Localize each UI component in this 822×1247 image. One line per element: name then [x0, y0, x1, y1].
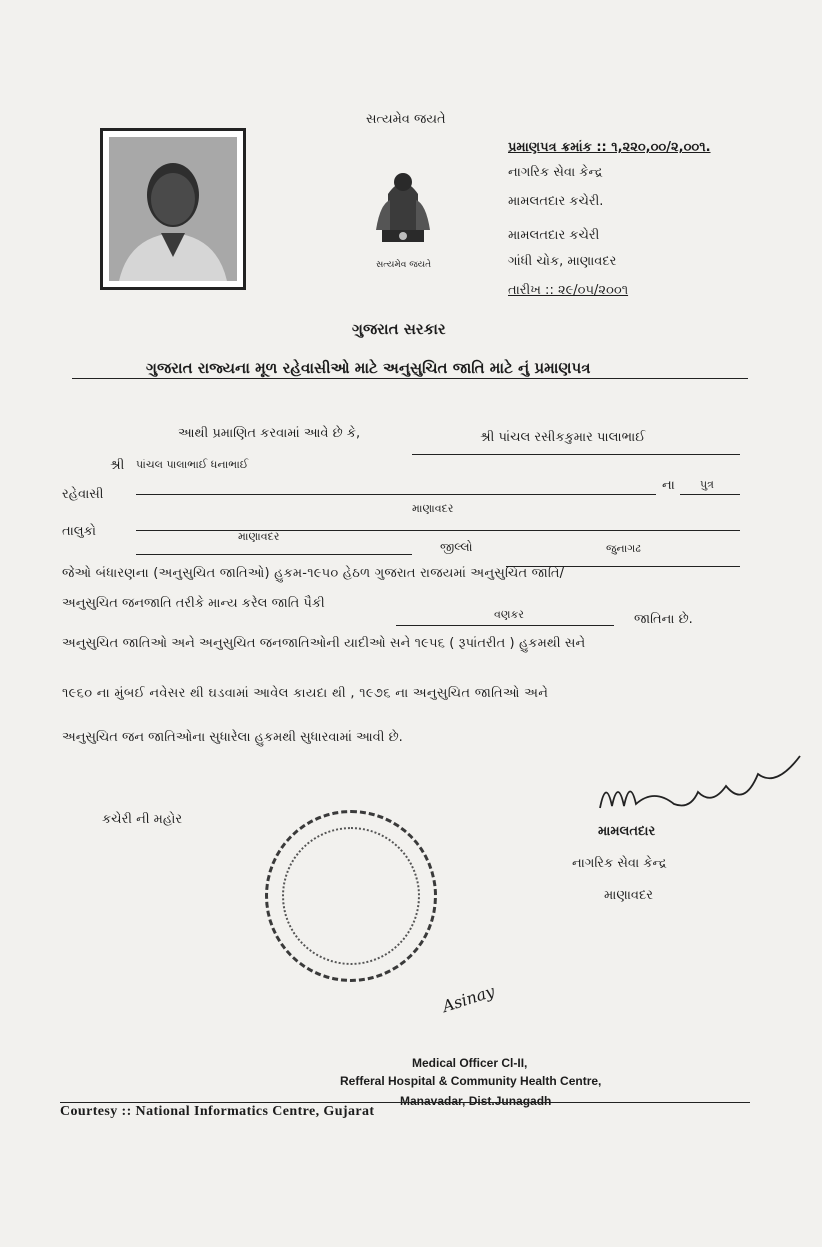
district-value: જુનાગઢ [606, 542, 641, 555]
paragraph-line-3: અનુસુચિત જાતિઓ અને અનુસુચિત જનજાતિઓની યાદીઓ સને ૧૯૫૬ ( રૂપાંતરીત ) હુકમથી સને [62, 636, 586, 651]
office-line-3: મામલતદાર કચેરી [508, 228, 600, 243]
office-line-2: મામલતદાર કચેરી. [508, 194, 604, 209]
paragraph-line-2a: અનુસુચિત જનજાતિ તરીકે માન્ય કરેલ જાતિ પૈકી [62, 596, 325, 611]
signatory-title-3: માણાવદર [604, 888, 653, 903]
motto: સત્યમેવ જયતે [366, 112, 446, 127]
emblem-caption: સત્યમેવ જયતે [376, 260, 432, 270]
name-rule [412, 454, 740, 455]
paragraph-line-1: જેઓ બંધારણના (અનુસુચિત જાતિઓ) હુકમ-૧૯૫૦ હેઠળ ગુજરાત રાજયમાં અનુસુચિત જાતિ/ [62, 566, 565, 581]
na-label: ના [662, 478, 675, 493]
resident-value: માણાવદર [412, 502, 454, 515]
courtesy-rule [60, 1102, 750, 1103]
attestation-line-2: Refferal Hospital & Community Health Centre, [340, 1074, 602, 1088]
paragraph-line-2b: જાતિના છે. [634, 612, 693, 627]
office-line-4: ગાંધી ચોક, માણાવદર [508, 254, 617, 269]
attestation-signature: Asinay [440, 981, 498, 1017]
shri-label: શ્રી [110, 458, 125, 473]
taluka-rule [136, 554, 412, 555]
relation-value: પુત્ર [700, 478, 714, 491]
signature-scribble-icon [594, 748, 808, 832]
attestation-line-1: Medical Officer Cl-II, [412, 1056, 528, 1070]
certify-text: આથી પ્રમાણિત કરવામાં આવે છે કે, [178, 426, 361, 441]
government-name: ગુજરાત સરકાર [352, 320, 446, 338]
office-seal-stamp [265, 810, 437, 982]
father-name: પાંચલ પાલાભાઈ ધનાભાઈ [136, 458, 249, 471]
signatory-title-2: નાગરિક સેવા કેન્દ્ર [572, 856, 667, 871]
paragraph-line-4: ૧૯૬૦ ના મુંબઈ નવેસર થી ઘડવામાં આવેલ કાયદા થી , ૧૯૭૬ ના અનુસુચિત જાતિઓ અને [62, 686, 549, 701]
resident-label: રહેવાસી [62, 487, 104, 502]
title-rule [72, 378, 748, 379]
resident-rule [136, 530, 740, 531]
seal-label: કચેરી ની મહોર [102, 812, 183, 827]
certificate-date: તારીખ :: ૨૯/૦૫/૨૦૦૧ [508, 283, 629, 298]
taluka-value: માણાવદર [238, 530, 280, 543]
paragraph-line-5: અનુસુચિત જન જાતિઓના સુધારેલા હુકમથી સુધારવામાં આવી છે. [62, 730, 403, 745]
attestation-line-3: Manavadar, Dist.Junagadh [400, 1094, 552, 1108]
caste-rule [396, 625, 614, 626]
office-line-1: નાગરિક સેવા કેન્દ્ર [508, 165, 603, 180]
applicant-photo [100, 128, 246, 290]
caste-value: વણકર [494, 608, 524, 621]
signatory-title-1: મામલતદાર [598, 824, 656, 839]
district-label: જીલ્લો [440, 540, 473, 554]
certificate-number: પ્રમાણપત્ર ક્રમાંક :: ૧,૨૨૦,૦૦/૨,૦૦૧. [508, 140, 711, 155]
certificate-title: ગુજરાત રાજ્યના મૂળ રહેવાસીઓ માટે અનુસુચિત જાતિ માટે નું પ્રમાણપત્ર [146, 359, 591, 377]
person-portrait-icon [109, 137, 237, 281]
national-emblem-icon [368, 164, 438, 258]
taluka-label: તાલુકો [62, 524, 97, 539]
father-rule [136, 494, 656, 495]
person-name: શ્રી પાંચલ રસીકકુમાર પાલાભાઈ [480, 430, 646, 445]
courtesy-text: Courtesy :: National Informatics Centre, Gujarat [60, 1104, 375, 1119]
relation-rule [680, 494, 740, 495]
